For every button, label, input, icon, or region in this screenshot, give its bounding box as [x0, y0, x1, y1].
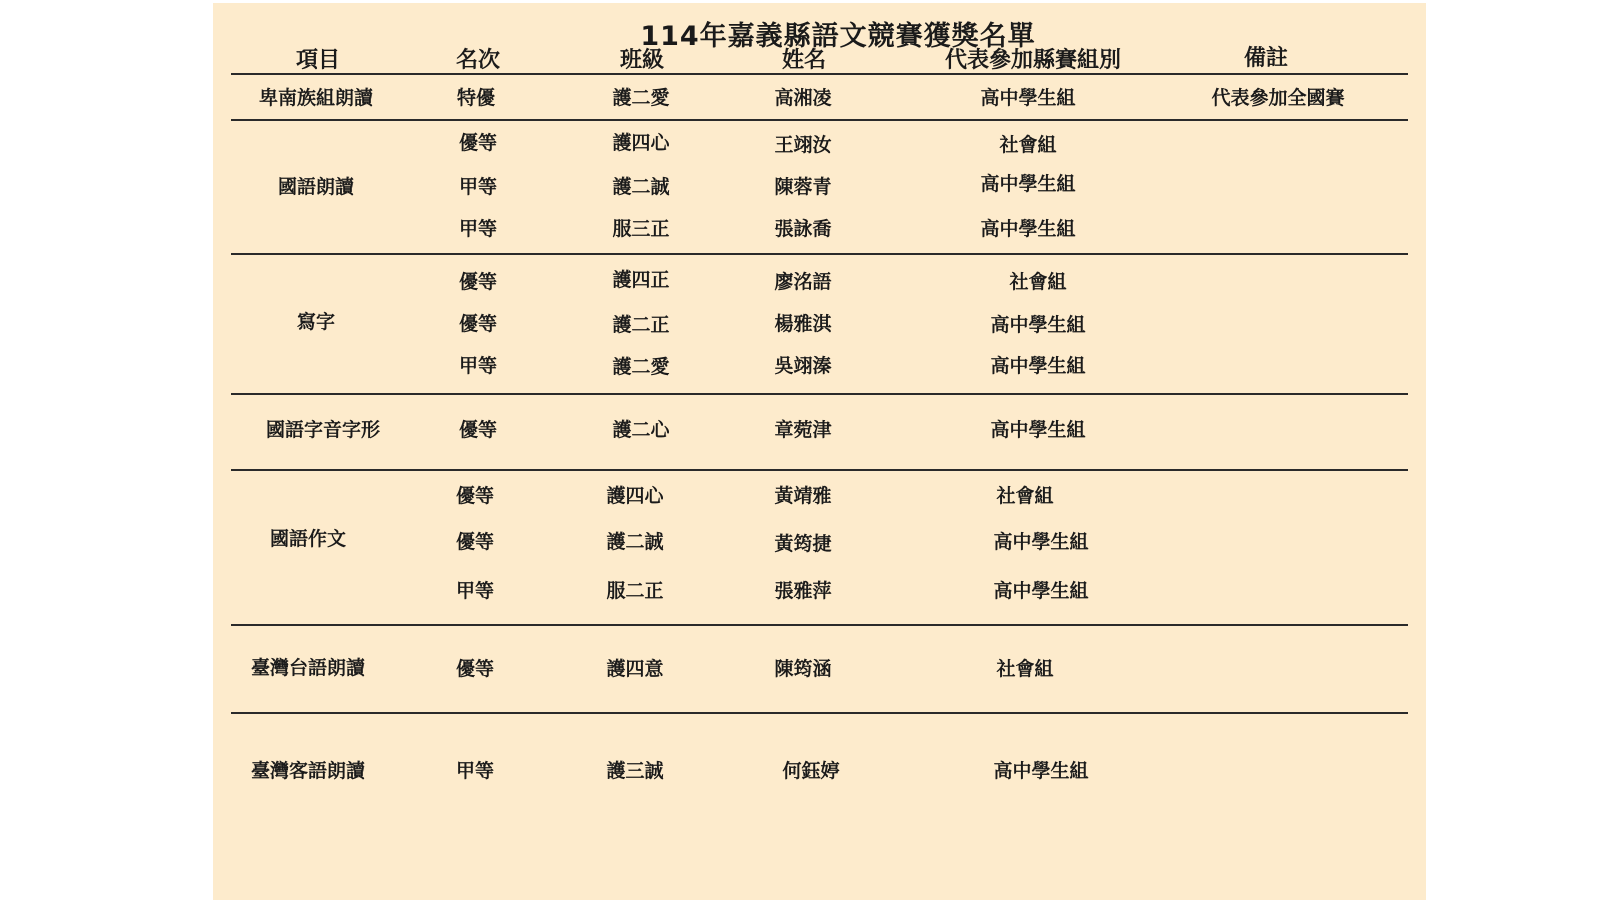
table-cell-name: 章菀津: [774, 419, 832, 441]
table-cell-class: 護二正: [612, 314, 670, 336]
table-cell-group: 高中學生組: [993, 531, 1089, 553]
table-cell-group: 高中學生組: [980, 218, 1076, 240]
table-cell-name: 張雅萍: [774, 580, 832, 602]
table-cell-class: 護四意: [606, 658, 664, 680]
table-cell-rank: 特優: [456, 87, 495, 109]
header-divider: [231, 73, 1408, 75]
section-item-label: 國語字音字形: [265, 419, 380, 441]
table-cell-rank: 甲等: [455, 760, 494, 782]
table-cell-name: 陳蓉青: [774, 176, 832, 198]
table-cell-note: 代表參加全國賽: [1211, 87, 1345, 109]
table-cell-class: 護二心: [612, 419, 670, 441]
table-cell-name: 何鈺婷: [782, 760, 840, 782]
header-item: 項目: [295, 48, 340, 73]
section-item-label: 卑南族組朗讀: [258, 87, 373, 109]
table-cell-rank: 優等: [455, 485, 494, 507]
header-class: 班級: [619, 48, 664, 73]
award-list-sheet: [213, 3, 1426, 900]
section-divider: [231, 624, 1408, 626]
section-item-label: 寫字: [296, 311, 335, 333]
section-item-label: 臺灣客語朗讀: [250, 760, 365, 782]
table-cell-class: 護四心: [612, 132, 670, 154]
section-divider: [231, 712, 1408, 714]
page-title: 114年嘉義縣語文競賽獲獎名單: [640, 21, 1036, 52]
header-group: 代表參加縣賽組別: [944, 48, 1121, 73]
table-cell-rank: 優等: [458, 271, 497, 293]
table-cell-class: 護二誠: [606, 531, 664, 553]
table-cell-rank: 優等: [458, 313, 497, 335]
table-cell-rank: 甲等: [458, 176, 497, 198]
table-cell-group: 高中學生組: [980, 87, 1076, 109]
section-item-label: 國語作文: [269, 528, 346, 550]
section-divider: [231, 469, 1408, 471]
table-cell-rank: 甲等: [458, 355, 497, 377]
table-cell-name: 黃靖雅: [774, 485, 832, 507]
table-cell-group: 社會組: [1009, 271, 1067, 293]
table-header: [231, 43, 1408, 77]
table-cell-class: 護三誠: [606, 760, 664, 782]
table-cell-group: 高中學生組: [993, 580, 1089, 602]
table-cell-rank: 優等: [455, 531, 494, 553]
table-cell-group: 高中學生組: [993, 760, 1089, 782]
table-cell-group: 高中學生組: [990, 355, 1086, 377]
table-cell-group: 高中學生組: [990, 419, 1086, 441]
table-cell-name: 黃筠捷: [774, 533, 832, 555]
table-cell-class: 護二愛: [612, 356, 670, 378]
table-cell-group: 社會組: [999, 134, 1057, 156]
table-cell-class: 服三正: [612, 218, 670, 240]
table-cell-class: 護四正: [612, 269, 670, 291]
table-cell-name: 張詠喬: [774, 218, 832, 240]
table-cell-rank: 甲等: [455, 580, 494, 602]
table-cell-rank: 優等: [458, 419, 497, 441]
section-item-label: 國語朗讀: [277, 176, 354, 198]
section-divider: [231, 253, 1408, 255]
table-cell-rank: 甲等: [458, 218, 497, 240]
table-cell-group: 高中學生組: [990, 314, 1086, 336]
header-name: 姓名: [781, 48, 826, 73]
header-note: 備註: [1243, 46, 1288, 71]
table-cell-class: 護四心: [606, 485, 664, 507]
table-cell-group: 高中學生組: [980, 173, 1076, 195]
table-cell-name: 高湘凌: [774, 87, 832, 109]
table-cell-name: 吳翊溱: [774, 355, 832, 377]
table-cell-class: 護二誠: [612, 176, 670, 198]
table-cell-name: 楊雅淇: [774, 313, 832, 335]
table-cell-rank: 優等: [458, 132, 497, 154]
header-rank: 名次: [455, 48, 500, 73]
section-divider: [231, 119, 1408, 121]
table-cell-group: 社會組: [996, 658, 1054, 680]
table-cell-class: 服二正: [606, 580, 664, 602]
section-divider: [231, 393, 1408, 395]
table-cell-name: 王翊汝: [774, 134, 832, 156]
table-cell-rank: 優等: [455, 658, 494, 680]
table-cell-name: 陳筠涵: [774, 658, 832, 680]
table-cell-class: 護二愛: [612, 87, 670, 109]
section-item-label: 臺灣台語朗讀: [250, 657, 365, 679]
table-cell-group: 社會組: [996, 485, 1054, 507]
table-cell-name: 廖洺語: [774, 271, 832, 293]
